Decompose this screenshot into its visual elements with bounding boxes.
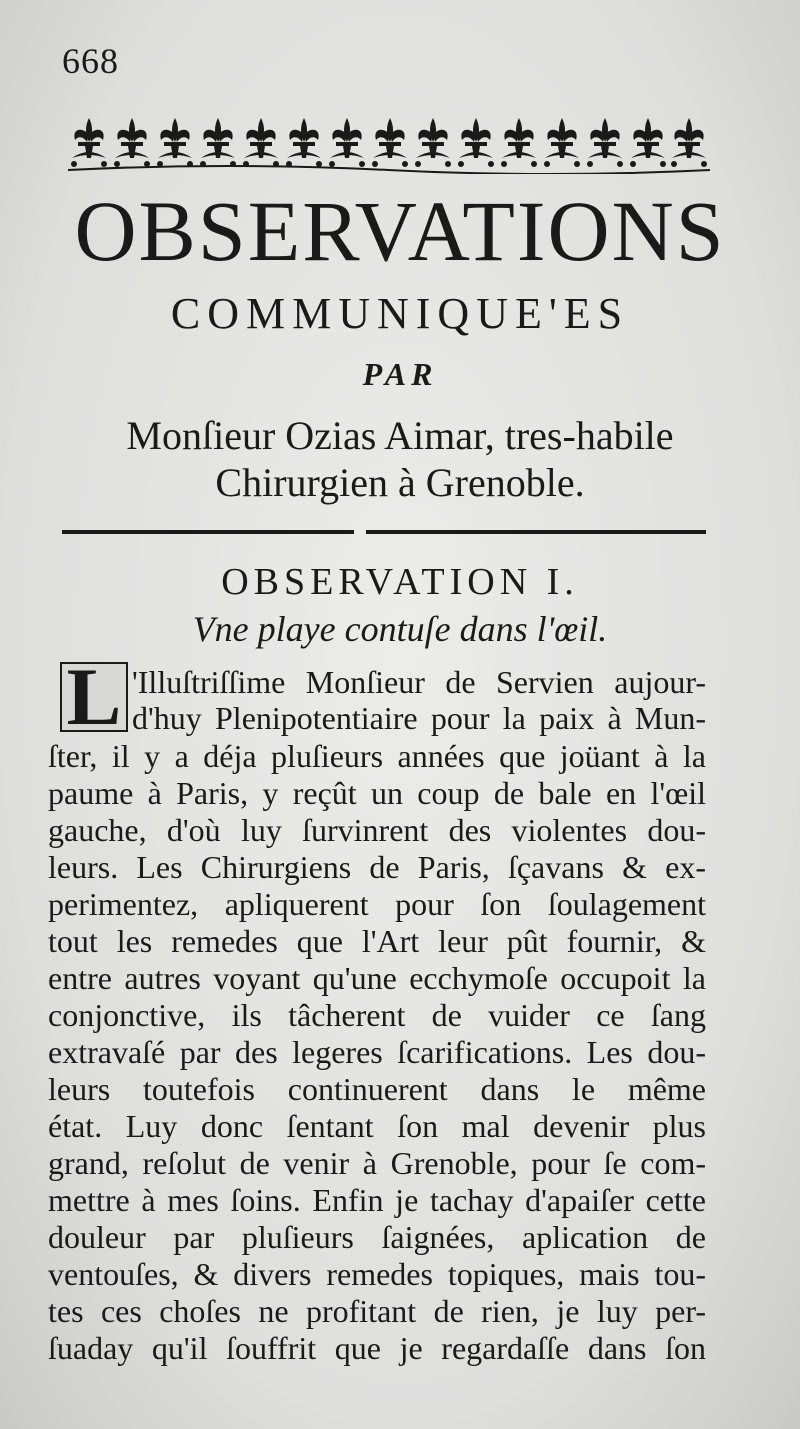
observation-heading: OBSERVATION I. (221, 561, 579, 603)
body-line: gauche, d'où luy ſurvinrent des violentes dou- (48, 812, 706, 848)
author-line: Monſieur Ozias Aimar, tres-habile (126, 413, 674, 458)
body-line: ſter, il y a déja pluſieurs années que joüant à la (48, 738, 706, 774)
body-line: leurs. Les Chirurgiens de Paris, ſçavans & ex- (48, 849, 706, 885)
body-line: ſuaday qu'il ſouffrit que je regardaſſe dans ſon (48, 1330, 706, 1366)
body-line: entre autres voyant qu'une ecchymoſe occupoit la (48, 960, 706, 996)
body-line: perimentez, apliquerent pour ſon ſoulagement (48, 886, 706, 922)
body-line: mettre à mes ſoins. Enfin je tachay d'apaiſer cette (48, 1182, 706, 1218)
divider-rule-right (366, 530, 706, 534)
page-number: 668 (62, 41, 119, 81)
body-line: tout les remedes que l'Art leur pût fournir, & (48, 923, 706, 959)
body-line: douleur par pluſieurs ſaignées, aplication de (48, 1219, 706, 1255)
drop-cap-box (60, 651, 128, 742)
body-line: d'huy Plenipotentiaire pour la paix à Mun- (132, 700, 706, 736)
body-line: paume à Paris, y reçût un coup de bale en l'œil (48, 775, 706, 811)
par-label: PAR (362, 356, 438, 392)
body-line: tes ces choſes ne profitant de rien, je luy per- (48, 1293, 706, 1329)
fleuron-ornament-band (68, 112, 710, 174)
body-line: 'Illuſtriſſime Monſieur de Servien aujour- (132, 664, 706, 700)
author-line: Chirurgien à Grenoble. (215, 460, 585, 505)
divider-rule-left (62, 530, 354, 534)
body-line: conjonctive, ils tâcherent de vuider ce ſang (48, 997, 706, 1033)
author-block (0, 412, 800, 506)
drop-cap-letter: L (66, 651, 122, 742)
body-line: ventouſes, & divers remedes topiques, mais tou- (48, 1256, 706, 1292)
body-line: grand, reſolut de venir à Grenoble, pour ſe com- (48, 1145, 706, 1181)
title: OBSERVATIONS (74, 183, 726, 279)
body-line: leurs toutefois continuerent dans le même (48, 1071, 706, 1107)
observation-subtitle: Vne playe contuſe dans l'œil. (192, 609, 608, 649)
body-line: extravaſé par des legeres ſcarifications. Les dou- (48, 1034, 706, 1070)
body-line: état. Luy donc ſentant ſon mal devenir plus (48, 1108, 706, 1144)
subtitle: COMMUNIQUE'ES (170, 289, 630, 338)
